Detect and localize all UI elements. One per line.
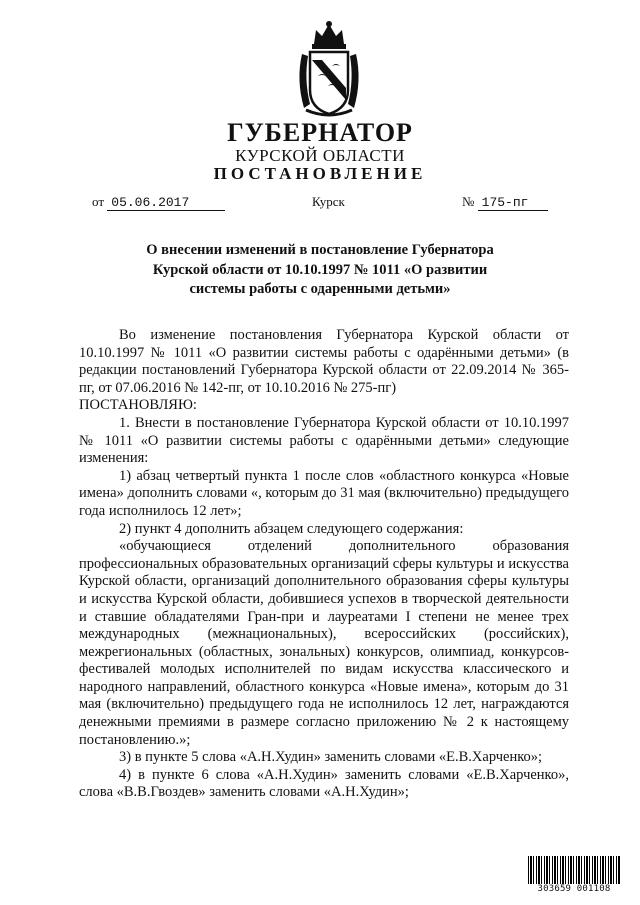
- document-issuer-title: ГУБЕРНАТОР: [227, 118, 413, 147]
- document-number: [462, 194, 548, 211]
- date-value: 05.06.2017: [107, 195, 225, 211]
- barcode: [528, 856, 620, 894]
- barcode-number: 303659 001108: [537, 884, 611, 894]
- heading-line: Курской области от 10.10.1997 № 1011 «О развитии: [152, 261, 488, 278]
- number-prefix: №: [462, 194, 475, 209]
- document-date: [92, 194, 225, 211]
- date-prefix: от: [92, 194, 105, 209]
- document-heading: [0, 241, 640, 300]
- body-paragraph-resolve: ПОСТАНОВЛЯЮ:: [79, 397, 197, 414]
- heading-line: О внесении изменений в постановление Губернатора: [146, 242, 494, 258]
- body-paragraph: 1. Внести в постановление Губернатора Курской области от 10.10.1997 № 1011 «О развитии системы работы с одарёнными детьми» следующие изменения:: [79, 414, 569, 467]
- body-paragraph: 4) в пункте 6 слова «А.Н.Худин» заменить словами «Е.В.Харченко», слова «В.В.Гвоздев» заменить словами «А.Н.Худин»;: [79, 766, 569, 801]
- coat-of-arms-icon: [292, 20, 366, 118]
- body-paragraph: Во изменение постановления Губернатора Курской области от 10.10.1997 № 1011 «О развитии системы работы с одарёнными детьми» (в редакции постановлений Губернатора Курской области от 22.09.2014 № 365-пг, от 07.06.2016 № 142-пг, от 10.10.2016 № 275-пг): [79, 327, 569, 396]
- document-body: [79, 327, 569, 802]
- barcode-bars: [528, 856, 620, 884]
- body-paragraph: 1) абзац четвертый пункта 1 после слов «областного конкурса «Новые имена» дополнить словами «, которым до 31 мая (включительно) предыдущего года исполнилось 12 лет»;: [79, 467, 569, 519]
- body-paragraph: «обучающиеся отделений дополнительного образования профессиональных образовательных организаций сферы культуры и искусства Курской области, организаций дополнительного образования сферы культуры и искусства Курской области, добившиеся успехов в творческой деятельности и ставшие обладателями Гран-при и лауреатами I степени не менее трех международных (межнациональных), всероссийских (российских), межрегиональных (областных, зональных) конкурсов, олимпиад, конкурсов-фестивалей молодых исполнителей по видам искусства классического и народного направлений, областного конкурса «Новые имена», которым до 31 мая (включительно) предыдущего года не исполнилось 12 лет, награждаются денежными премиями в размере согласно приложению № 2 к настоящему постановлению.»;: [79, 538, 569, 748]
- heading-line: системы работы с одаренными детьми»: [189, 281, 451, 297]
- body-paragraph: 2) пункт 4 дополнить абзацем следующего содержания:: [119, 520, 464, 537]
- document-region: КУРСКОЙ ОБЛАСТИ: [235, 146, 405, 165]
- document-city: Курск: [312, 194, 345, 209]
- document-type: ПОСТАНОВЛЕНИЕ: [213, 164, 427, 183]
- body-paragraph: 3) в пункте 5 слова «А.Н.Худин» заменить словами «Е.В.Харченко»;: [119, 749, 543, 766]
- number-value: 175-пг: [478, 195, 548, 211]
